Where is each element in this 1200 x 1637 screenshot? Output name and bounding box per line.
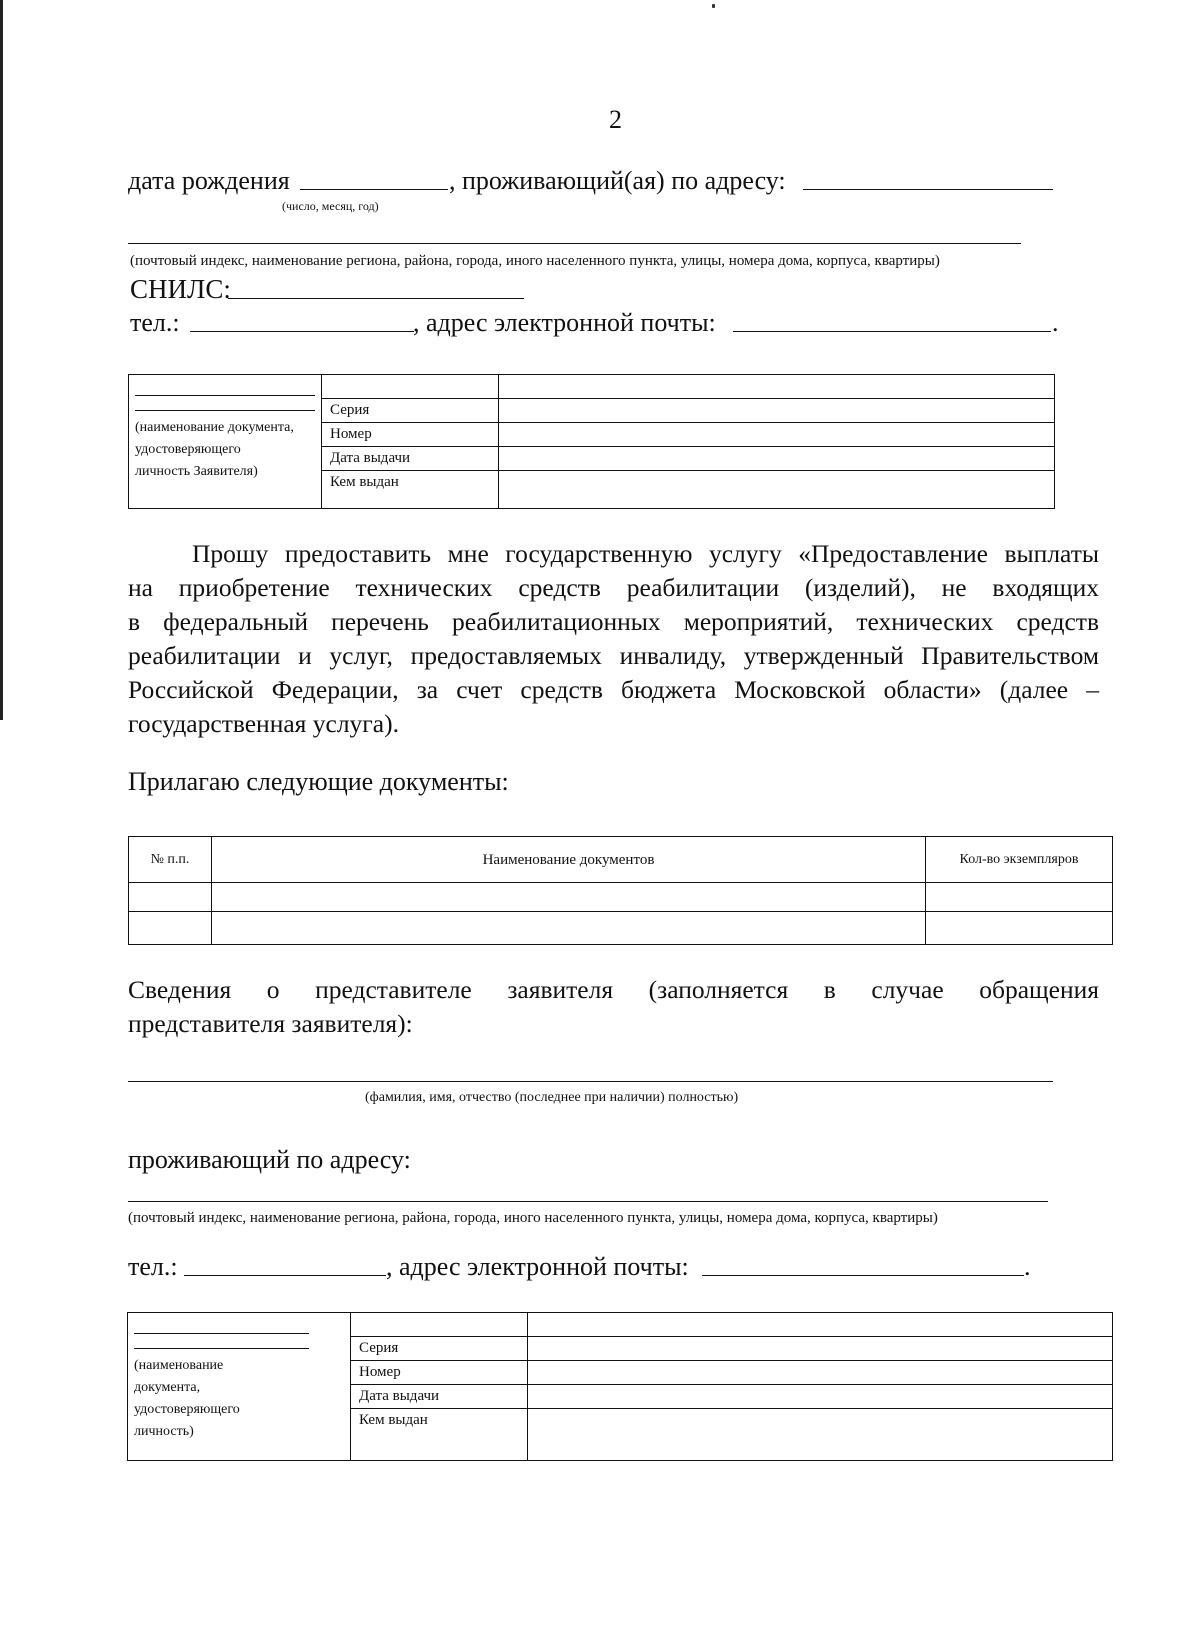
issue-date-label: Дата выдачи — [322, 447, 499, 471]
attachment-cell[interactable] — [129, 883, 212, 912]
representative-name-field[interactable] — [128, 1081, 1053, 1082]
attachments-heading: Прилагаю следующие документы: — [128, 767, 509, 796]
col-number-header: № п.п. — [129, 837, 212, 883]
representative-phone-label: тел.: — [128, 1252, 178, 1281]
birth-date-hint: (число, месяц, год) — [282, 199, 379, 213]
series-field[interactable] — [499, 399, 1055, 423]
rep-issue-date-field[interactable] — [528, 1385, 1113, 1409]
rep-issued-by-label: Кем выдан — [351, 1409, 528, 1461]
rep-series-label: Серия — [351, 1337, 528, 1361]
request-line: реабилитации и услуг, предоставляемых инвалиду, утвержденный Правительством — [128, 641, 1099, 670]
attachment-cell[interactable] — [212, 883, 926, 912]
attachments-table — [128, 836, 1113, 945]
col-name-header: Наименование документов — [212, 837, 926, 883]
representative-email-label: , адрес электронной почты: — [386, 1252, 689, 1281]
scan-speck — [712, 4, 715, 8]
issued-by-field[interactable] — [499, 471, 1055, 509]
rep-issue-date-label: Дата выдачи — [351, 1385, 528, 1409]
request-line: государственная услуга). — [128, 709, 399, 738]
attachment-cell[interactable] — [129, 912, 212, 945]
birth-date-label: дата рождения — [128, 166, 290, 195]
col-count-header: Кол-во экземпляров — [926, 837, 1113, 883]
representative-line: представителя заявителя): — [128, 1009, 413, 1038]
request-line: на приобретение технических средств реабилитации (изделий), не входящих — [128, 573, 1099, 602]
email-label: , адрес электронной почты: — [413, 308, 716, 337]
request-line: в федеральный перечень реабилитационных мероприятий, технических средств — [128, 607, 1099, 636]
rep-doc-name-hint: (наименование документа, удостоверяющего личность) — [134, 1358, 240, 1439]
representative-address-hint: (почтовый индекс, наименование региона, района, города, иного населенного пункта, улицы, номера дома, корпуса, квартиры) — [128, 1210, 938, 1226]
request-line: Прошу предоставить мне государственную услугу «Предоставление выплаты — [192, 539, 1099, 568]
snils-field[interactable] — [228, 298, 524, 299]
request-line: Российской Федерации, за счет средств бюджета Московской области» (далее – — [128, 675, 1099, 704]
representative-line: Сведения о представителе заявителя (заполняется в случае обращения — [128, 975, 1099, 1004]
rep-doc-name-cell[interactable] — [128, 1313, 351, 1461]
representative-residence-label: проживающий по адресу: — [128, 1145, 411, 1174]
email-end-dot: . — [1052, 308, 1059, 337]
snils-label: СНИЛС: — [130, 274, 231, 304]
series-label: Серия — [322, 399, 499, 423]
attachment-cell[interactable] — [926, 883, 1113, 912]
phone-label: тел.: — [130, 308, 180, 337]
representative-intro — [128, 973, 1099, 1041]
doc-name-cell[interactable] — [129, 375, 322, 509]
rep-number-label: Номер — [351, 1361, 528, 1385]
residence-label: , проживающий(ая) по адресу: — [449, 166, 786, 195]
attachment-cell[interactable] — [212, 912, 926, 945]
email-field[interactable] — [733, 331, 1051, 332]
representative-email-field[interactable] — [702, 1275, 1024, 1276]
birth-date-field[interactable] — [300, 189, 448, 190]
address-field-first[interactable] — [803, 189, 1053, 190]
address-field-second[interactable] — [128, 243, 1021, 244]
representative-name-hint: (фамилия, имя, отчество (последнее при наличии) полностью) — [365, 1090, 739, 1105]
address-hint: (почтовый индекс, наименование региона, района, города, иного населенного пункта, улицы, номера дома, корпуса, квартиры) — [130, 253, 940, 269]
issue-date-field[interactable] — [499, 447, 1055, 471]
issued-by-label: Кем выдан — [322, 471, 499, 509]
representative-email-end-dot: . — [1024, 1252, 1031, 1281]
representative-address-field[interactable] — [128, 1201, 1048, 1202]
phone-field[interactable] — [190, 331, 414, 332]
representative-id-table — [127, 1312, 1113, 1461]
doc-name-hint: (наименование документа, удостоверяющего личность Заявителя) — [135, 420, 294, 479]
number-field[interactable] — [499, 423, 1055, 447]
number-label: Номер — [322, 423, 499, 447]
page-number: 2 — [609, 105, 622, 134]
rep-series-field[interactable] — [528, 1337, 1113, 1361]
rep-number-field[interactable] — [528, 1361, 1113, 1385]
scan-edge — [0, 0, 3, 720]
representative-phone-field[interactable] — [184, 1275, 386, 1276]
attachment-cell[interactable] — [926, 912, 1113, 945]
applicant-id-table — [128, 374, 1055, 509]
request-paragraph — [128, 537, 1099, 741]
rep-issued-by-field[interactable] — [528, 1409, 1113, 1461]
